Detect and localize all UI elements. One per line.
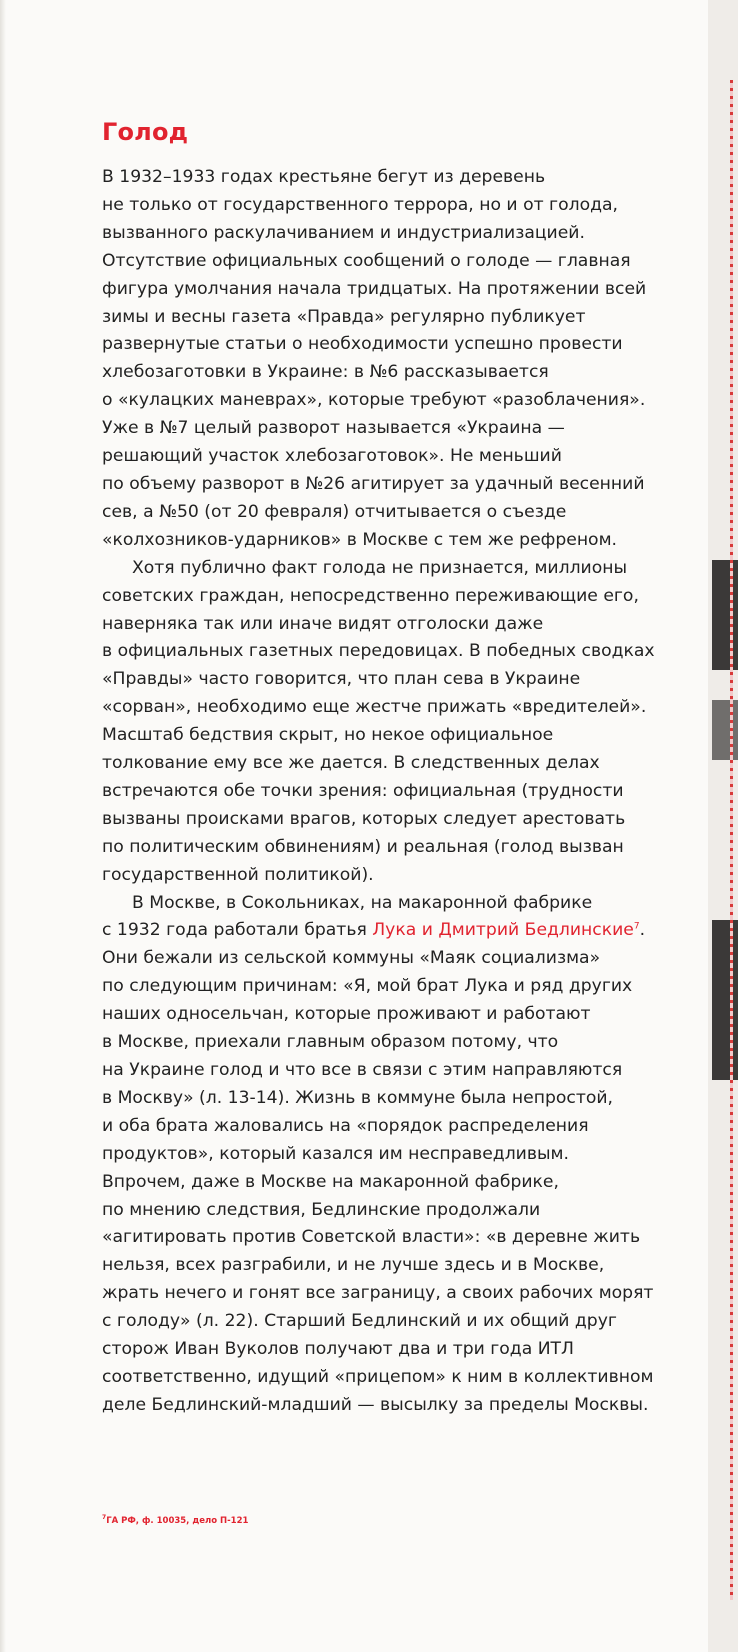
- adjacent-page-edge: [708, 0, 738, 1652]
- text-line: [102, 973, 712, 1001]
- text-run: «Правды» часто говорится, что план сева в Украине: [102, 669, 581, 690]
- text-line: [102, 945, 712, 973]
- paragraph: [102, 164, 712, 555]
- text-line: [102, 248, 712, 276]
- text-line: [102, 359, 712, 387]
- text-run: по следующим причинам: «Я, мой брат Лука и ряд других: [102, 976, 633, 997]
- text-run: с 1932 года работали братья: [102, 920, 373, 941]
- text-run: «колхозников-ударников» в Москве с тем же рефреном.: [102, 529, 618, 550]
- text-run: толкование ему все же дается. В следственных делах: [102, 753, 600, 774]
- text-run: наверняка так или иначе видят отголоски даже: [102, 613, 544, 634]
- text-run: и оба брата жаловались на «порядок распределения: [102, 1115, 589, 1136]
- text-line: [102, 1336, 712, 1364]
- text-run: зимы и весны газета «Правда» регулярно публикует: [102, 306, 586, 327]
- text-run: наших односельчан, которые проживают и работают: [102, 1004, 591, 1025]
- text-line: [102, 750, 712, 778]
- text-run: в официальных газетных передовицах. В победных сводках: [102, 641, 655, 662]
- text-run: в Москве, приехали главным образом потому, что: [102, 1032, 559, 1053]
- text-line: [102, 722, 712, 750]
- text-run: «сорван», необходимо еще жестче прижать «вредителей».: [102, 697, 647, 718]
- text-line: [102, 164, 712, 192]
- text-line: [102, 778, 712, 806]
- text-run: соответственно, идущий «прицепом» к ним в коллективном: [102, 1366, 654, 1387]
- text-run: Впрочем, даже в Москве на макаронной фабрике,: [102, 1171, 559, 1192]
- text-run: сев, а №50 (от 20 февраля) отчитывается о съезде: [102, 501, 567, 522]
- text-run: «агитировать против Советской власти»: «в деревне жить: [102, 1227, 641, 1248]
- text-line: [102, 499, 712, 527]
- photo-edge: [712, 560, 738, 670]
- text-line: [102, 304, 712, 332]
- text-run: Отсутствие официальных сообщений о голоде — главная: [102, 250, 631, 271]
- text-run: вызваны происками врагов, которых следует арестовать: [102, 808, 626, 829]
- paragraph: [102, 555, 712, 890]
- highlighted-names: Лука и Дмитрий Бедлинские: [372, 920, 634, 941]
- text-run: государственной политикой).: [102, 864, 374, 885]
- text-line: [102, 1392, 712, 1420]
- text-line: [102, 1252, 712, 1280]
- text-run: Они бежали из сельской коммуны «Маяк социализма»: [102, 948, 601, 969]
- page-fold: [0, 0, 6, 1652]
- text-run: решающий участок хлебозаготовок». Не меньший: [102, 446, 562, 467]
- text-run: жрать нечего и гонят все заграницу, а своих рабочих морят: [102, 1283, 654, 1304]
- text-run: В 1932–1933 годах крестьяне бегут из деревень: [102, 167, 546, 187]
- text-run: Хотя публично факт голода не признается, миллионы: [132, 557, 628, 578]
- text-run: с голоду» (л. 22). Старший Бедлинский и их общий друг: [102, 1311, 617, 1332]
- text-line: [102, 1057, 712, 1085]
- text-line: [102, 862, 712, 890]
- text-run: фигура умолчания начала тридцатых. На протяжении всей: [102, 278, 647, 299]
- text-line: [102, 1364, 712, 1392]
- text-line: [102, 583, 712, 611]
- text-line: [102, 443, 712, 471]
- text-run: Масштаб бедствия скрыт, но некое официальное: [102, 725, 554, 746]
- text-run: по политическим обвинениям) и реальная (голод вызван: [102, 836, 624, 857]
- text-line: [102, 638, 712, 666]
- text-line: [102, 806, 712, 834]
- text-line: [102, 1141, 712, 1169]
- photo-edge: [712, 920, 738, 1080]
- text-run: о «кулацких маневрах», которые требуют «разоблачения».: [102, 390, 646, 411]
- text-run: нельзя, всех разграбили, и не лучше здесь и в Москве,: [102, 1255, 605, 1276]
- text-line: [102, 917, 712, 945]
- text-run: советских граждан, непосредственно переживающие его,: [102, 585, 639, 606]
- footnote-reference: 7: [633, 921, 640, 932]
- red-dotted-rule: [730, 80, 733, 1600]
- text-line: [102, 694, 712, 722]
- paragraph: [102, 890, 712, 1420]
- text-line: [102, 415, 712, 443]
- text-run: деле Бедлинский-младший — высылку за пределы Москвы.: [102, 1394, 649, 1415]
- text-run: .: [639, 920, 646, 941]
- article-body: [102, 164, 712, 1420]
- text-line: [102, 1197, 712, 1225]
- text-line: [102, 1224, 712, 1252]
- text-run: В Москве, в Сокольниках, на макаронной фабрике: [132, 892, 593, 913]
- text-run: продуктов», который казался им несправедливым.: [102, 1143, 569, 1164]
- text-run: в Москву» (л. 13-14). Жизнь в коммуне была непростой,: [102, 1087, 614, 1108]
- text-run: по мнению следствия, Бедлинские продолжали: [102, 1199, 541, 1220]
- text-run: встречаются обе точки зрения: официальная (трудности: [102, 780, 624, 801]
- text-line: [102, 192, 712, 220]
- text-line: [102, 1085, 712, 1113]
- photo-edge: [712, 700, 738, 760]
- text-line: [102, 220, 712, 248]
- text-line: [102, 387, 712, 415]
- text-line: [102, 527, 712, 555]
- text-line: [102, 890, 712, 918]
- text-run: развернутые статьи о необходимости успешно провести: [102, 334, 623, 355]
- footnote-marker: 7: [102, 1514, 107, 1521]
- text-line: [102, 1308, 712, 1336]
- text-run: не только от государственного террора, но и от голода,: [102, 194, 618, 215]
- text-line: [102, 276, 712, 304]
- text-run: сторож Иван Вуколов получают два и три года ИТЛ: [102, 1339, 574, 1360]
- text-line: [102, 1169, 712, 1197]
- text-line: [102, 666, 712, 694]
- text-line: [102, 471, 712, 499]
- text-run: Уже в №7 целый разворот называется «Украина —: [102, 418, 565, 439]
- footnote-text: ГА РФ, ф. 10035, дело П-121: [106, 1515, 249, 1526]
- text-line: [102, 1001, 712, 1029]
- text-line: [102, 611, 712, 639]
- text-line: [102, 834, 712, 862]
- footnote: [102, 1514, 248, 1526]
- text-line: [102, 1280, 712, 1308]
- text-run: хлебозаготовки в Украине: в №6 рассказывается: [102, 362, 549, 383]
- text-line: [102, 331, 712, 359]
- section-heading: Голод: [102, 118, 189, 146]
- text-run: на Украине голод и что все в связи с этим направляются: [102, 1060, 623, 1080]
- text-line: [102, 1113, 712, 1141]
- text-line: [102, 555, 712, 583]
- text-run: по объему разворот в №26 агитирует за удачный весенний: [102, 473, 645, 494]
- text-run: вызванного раскулачиванием и индустриализацией.: [102, 222, 585, 243]
- text-line: [102, 1029, 712, 1057]
